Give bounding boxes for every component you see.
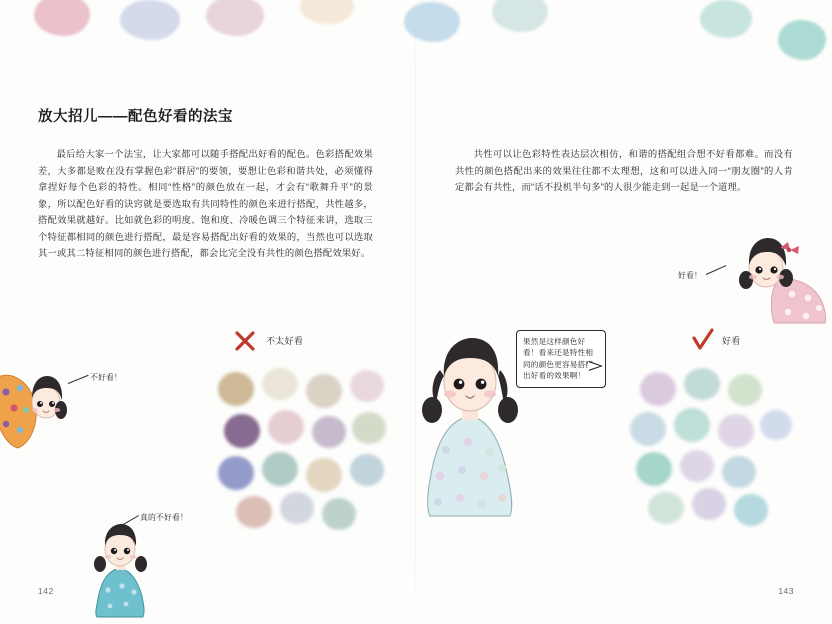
decor-blob-7 [700,0,752,38]
right-column-text [455,146,793,196]
speech-bubble-tail-fill [588,362,600,370]
decor-blob-6 [492,0,548,32]
folio-right: 143 [778,586,794,596]
character-boy-left [0,358,72,450]
decor-blob-1 [34,0,90,36]
page-gutter [415,0,416,624]
decor-blob-2 [120,0,180,40]
left-column-text [38,146,373,262]
check-icon [692,328,714,352]
decor-blob-3 [206,0,264,36]
bad-cluster-label: 不太好看 [266,336,304,346]
character-girl-right [722,232,826,324]
speech-bubble-text: 果然是这样颜色好看！看来还是特性相同的颜色更容易搭配出好看的效果啊！ [523,337,594,381]
cross-icon [234,330,256,352]
decor-blob-5 [404,2,460,42]
good-cluster-label: 好看 [722,336,741,346]
tag-bad: 不好看！ [90,373,122,382]
decor-blob-4 [300,0,354,24]
decor-blob-8 [778,20,826,60]
tag-good: 好看！ [678,271,702,280]
character-girl-center [410,330,530,520]
folio-left: 142 [38,586,54,596]
character-girl-small [88,522,152,618]
page-title: 放大招儿——配色好看的法宝 [38,109,233,125]
paragraph: 最后给大家一个法宝，让大家都可以随手搭配出好看的配色。色彩搭配效果差，大多都是败在没有掌握色彩“群居”的要领，要想让色彩和谐共处，必须懂得拿捏好每个色彩的特性。相同“性格”的颜色放在一起，才会有“歌舞升平”的景象，所以配色好看的诀窍就是要选取有共同特性的颜色来进行搭配，共性越多，搭配效果就越好。比如就色彩的明度、饱和度、冷暖色调三个特征来讲，选取三个特征都相同的颜色进行搭配，最是容易搭配出好看的效果的，当然也可以选取其一或其二特征相同的颜色进行搭配，都会比完全没有共性的颜色搭配效果好。 [38,149,373,259]
paragraph: 共性可以让色彩特性表达层次相仿，和谐的搭配组合想不好看都难。而没有共性的颜色搭配出来的效果往往都不太理想，这和可以进入同一“朋友圈”的人肯定都会有共性，而“话不投机半句多”的人很少能走到一起是一个道理。 [455,149,793,193]
tag-really-bad: 真的不好看！ [140,513,188,522]
